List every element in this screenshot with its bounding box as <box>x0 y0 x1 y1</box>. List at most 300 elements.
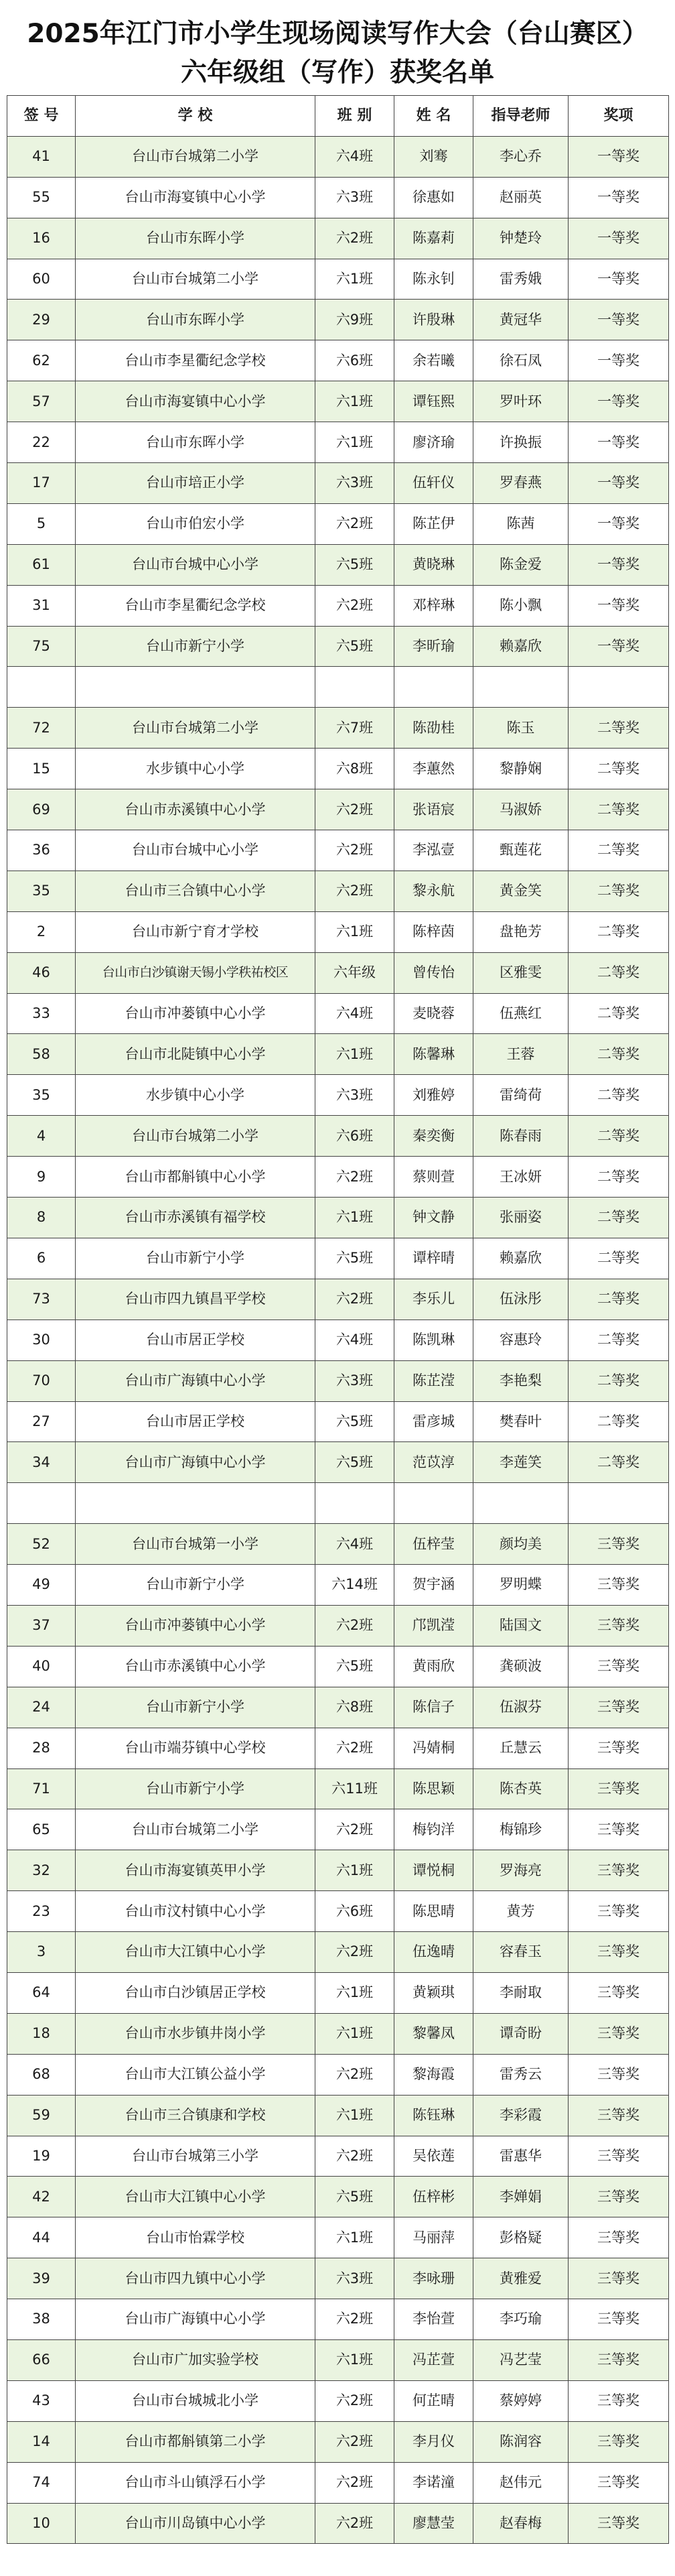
table-row <box>7 2258 669 2299</box>
cell-school: 台山市居正学校 <box>76 1319 315 1360</box>
cell-student-name: 钟文静 <box>394 1198 473 1238</box>
cell-award: 三等奖 <box>569 1932 669 1973</box>
cell-award: 三等奖 <box>569 1972 669 2013</box>
cell-teacher: 蔡婷婷 <box>473 2380 569 2421</box>
empty-cell <box>394 667 473 708</box>
cell-student-name: 范苡淳 <box>394 1442 473 1483</box>
cell-school: 台山市台城第二小学 <box>76 708 315 749</box>
cell-award: 一等奖 <box>569 422 669 463</box>
cell-class: 六4班 <box>315 1319 394 1360</box>
cell-number: 28 <box>7 1728 76 1768</box>
cell-student-name: 伍梓彬 <box>394 2177 473 2217</box>
column-header-teacher: 指导老师 <box>473 96 569 137</box>
cell-teacher: 陈杏英 <box>473 1768 569 1809</box>
cell-teacher: 赖嘉欣 <box>473 626 569 667</box>
cell-student-name: 秦奕衡 <box>394 1116 473 1157</box>
cell-teacher: 雷秀云 <box>473 2054 569 2095</box>
cell-school: 台山市台城第一小学 <box>76 1524 315 1565</box>
table-row <box>7 503 669 544</box>
cell-class: 六2班 <box>315 830 394 871</box>
cell-school: 台山市都斛镇中心小学 <box>76 1157 315 1198</box>
cell-number: 41 <box>7 136 76 177</box>
cell-student-name: 陈劭桂 <box>394 708 473 749</box>
cell-number: 69 <box>7 789 76 830</box>
cell-student-name: 贺宇涵 <box>394 1565 473 1606</box>
empty-cell <box>473 1483 569 1524</box>
cell-student-name: 雷彦城 <box>394 1401 473 1442</box>
cell-student-name: 廖慧莹 <box>394 2503 473 2544</box>
cell-number: 52 <box>7 1524 76 1565</box>
table-row <box>7 1157 669 1198</box>
cell-number: 60 <box>7 259 76 300</box>
cell-school: 台山市李星衢纪念学校 <box>76 340 315 381</box>
awards-table <box>7 95 669 2544</box>
cell-school: 台山市赤溪镇中心小学 <box>76 1646 315 1687</box>
cell-number: 30 <box>7 1319 76 1360</box>
cell-number: 36 <box>7 830 76 871</box>
cell-school: 台山市海宴镇英甲小学 <box>76 1850 315 1891</box>
cell-teacher: 赖嘉欣 <box>473 1238 569 1279</box>
cell-class: 六1班 <box>315 2217 394 2258</box>
cell-student-name: 蔡则萱 <box>394 1157 473 1198</box>
empty-cell <box>315 667 394 708</box>
cell-school: 台山市大江镇中心小学 <box>76 2177 315 2217</box>
cell-school: 台山市广海镇中心小学 <box>76 2299 315 2340</box>
cell-student-name: 黄晓琳 <box>394 544 473 585</box>
cell-student-name: 李咏珊 <box>394 2258 473 2299</box>
cell-award: 一等奖 <box>569 503 669 544</box>
cell-school: 台山市冲蒌镇中心小学 <box>76 993 315 1034</box>
empty-cell <box>569 667 669 708</box>
table-row <box>7 911 669 952</box>
cell-award: 三等奖 <box>569 2013 669 2054</box>
table-row <box>7 585 669 626</box>
cell-student-name: 徐惠如 <box>394 177 473 218</box>
cell-teacher: 龚硕波 <box>473 1646 569 1687</box>
cell-teacher: 王冰妍 <box>473 1157 569 1198</box>
cell-teacher: 李心乔 <box>473 136 569 177</box>
cell-class: 六2班 <box>315 2380 394 2421</box>
cell-award: 三等奖 <box>569 2177 669 2217</box>
cell-student-name: 廖济瑜 <box>394 422 473 463</box>
cell-class: 六2班 <box>315 1157 394 1198</box>
cell-number: 58 <box>7 1034 76 1075</box>
cell-number: 62 <box>7 340 76 381</box>
cell-class: 六2班 <box>315 1605 394 1646</box>
cell-award: 三等奖 <box>569 1524 669 1565</box>
cell-teacher: 马淑娇 <box>473 789 569 830</box>
cell-award: 一等奖 <box>569 177 669 218</box>
cell-class: 六3班 <box>315 2258 394 2299</box>
cell-number: 57 <box>7 381 76 422</box>
cell-student-name: 麦晓蓉 <box>394 993 473 1034</box>
table-row <box>7 1646 669 1687</box>
cell-award: 三等奖 <box>569 1605 669 1646</box>
cell-school: 台山市台城中心小学 <box>76 830 315 871</box>
table-row <box>7 2503 669 2544</box>
cell-school: 台山市端芬镇中心学校 <box>76 1728 315 1768</box>
cell-award: 一等奖 <box>569 300 669 340</box>
cell-teacher: 雷惠华 <box>473 2136 569 2177</box>
cell-school: 台山市海宴镇中心小学 <box>76 177 315 218</box>
cell-award: 二等奖 <box>569 1319 669 1360</box>
cell-class: 六4班 <box>315 1524 394 1565</box>
cell-number: 14 <box>7 2421 76 2462</box>
cell-teacher: 梅锦珍 <box>473 1809 569 1850</box>
cell-teacher: 赵丽英 <box>473 177 569 218</box>
cell-number: 19 <box>7 2136 76 2177</box>
cell-award: 三等奖 <box>569 2136 669 2177</box>
cell-number: 27 <box>7 1401 76 1442</box>
cell-award: 三等奖 <box>569 2258 669 2299</box>
cell-student-name: 陈芷伊 <box>394 503 473 544</box>
cell-class: 六14班 <box>315 1565 394 1606</box>
cell-number: 49 <box>7 1565 76 1606</box>
cell-student-name: 陈芷滢 <box>394 1360 473 1401</box>
cell-student-name: 伍轩仪 <box>394 463 473 504</box>
cell-teacher: 王蓉 <box>473 1034 569 1075</box>
cell-award: 三等奖 <box>569 1809 669 1850</box>
cell-class: 六3班 <box>315 463 394 504</box>
cell-award: 三等奖 <box>569 1687 669 1728</box>
cell-class: 六5班 <box>315 2177 394 2217</box>
table-row <box>7 1075 669 1116</box>
cell-number: 4 <box>7 1116 76 1157</box>
cell-number: 71 <box>7 1768 76 1809</box>
cell-award: 二等奖 <box>569 708 669 749</box>
cell-teacher: 黄雅爱 <box>473 2258 569 2299</box>
cell-teacher: 徐石凤 <box>473 340 569 381</box>
cell-teacher: 陈茜 <box>473 503 569 544</box>
table-row <box>7 2421 669 2462</box>
cell-class: 六2班 <box>315 2054 394 2095</box>
cell-student-name: 刘骞 <box>394 136 473 177</box>
cell-school: 台山市白沙镇谢天锡小学秩祐校区 <box>76 952 315 993</box>
cell-class: 六8班 <box>315 1687 394 1728</box>
cell-teacher: 区雅雯 <box>473 952 569 993</box>
table-row <box>7 830 669 871</box>
cell-award: 三等奖 <box>569 1850 669 1891</box>
cell-award: 二等奖 <box>569 1034 669 1075</box>
cell-award: 二等奖 <box>569 1442 669 1483</box>
cell-number: 44 <box>7 2217 76 2258</box>
cell-class: 六5班 <box>315 544 394 585</box>
table-row <box>7 544 669 585</box>
cell-school: 台山市三合镇中心小学 <box>76 871 315 911</box>
cell-number: 9 <box>7 1157 76 1198</box>
table-row <box>7 2462 669 2503</box>
cell-student-name: 刘雅婷 <box>394 1075 473 1116</box>
cell-number: 31 <box>7 585 76 626</box>
cell-number: 22 <box>7 422 76 463</box>
cell-student-name: 李泓壹 <box>394 830 473 871</box>
cell-student-name: 陈思晴 <box>394 1891 473 1932</box>
cell-school: 台山市新宁小学 <box>76 1687 315 1728</box>
cell-teacher: 陈小飘 <box>473 585 569 626</box>
cell-award: 三等奖 <box>569 1728 669 1768</box>
cell-student-name: 陈馨琳 <box>394 1034 473 1075</box>
cell-student-name: 许殷琳 <box>394 300 473 340</box>
column-header-award: 奖项 <box>569 96 669 137</box>
table-row <box>7 1198 669 1238</box>
cell-class: 六1班 <box>315 2095 394 2136</box>
cell-teacher: 钟楚玲 <box>473 218 569 259</box>
cell-number: 35 <box>7 871 76 911</box>
cell-teacher: 容惠玲 <box>473 1319 569 1360</box>
cell-number: 38 <box>7 2299 76 2340</box>
cell-award: 三等奖 <box>569 2095 669 2136</box>
cell-school: 台山市大江镇公益小学 <box>76 2054 315 2095</box>
cell-number: 72 <box>7 708 76 749</box>
cell-teacher: 伍燕红 <box>473 993 569 1034</box>
table-row <box>7 340 669 381</box>
cell-student-name: 陈梓茵 <box>394 911 473 952</box>
cell-award: 一等奖 <box>569 340 669 381</box>
cell-class: 六1班 <box>315 381 394 422</box>
cell-award: 二等奖 <box>569 749 669 789</box>
cell-number: 70 <box>7 1360 76 1401</box>
cell-class: 六5班 <box>315 1238 394 1279</box>
cell-student-name: 邝凯滢 <box>394 1605 473 1646</box>
cell-student-name: 谭钰熙 <box>394 381 473 422</box>
cell-class: 六3班 <box>315 177 394 218</box>
cell-student-name: 马丽萍 <box>394 2217 473 2258</box>
table-row <box>7 789 669 830</box>
cell-student-name: 张语宸 <box>394 789 473 830</box>
cell-teacher: 陈春雨 <box>473 1116 569 1157</box>
cell-award: 三等奖 <box>569 2462 669 2503</box>
cell-class: 六2班 <box>315 503 394 544</box>
cell-number: 37 <box>7 1605 76 1646</box>
cell-award: 三等奖 <box>569 2503 669 2544</box>
cell-student-name: 冯婧桐 <box>394 1728 473 1768</box>
cell-school: 台山市都斛镇第二小学 <box>76 2421 315 2462</box>
cell-teacher: 黄冠华 <box>473 300 569 340</box>
table-row <box>7 1401 669 1442</box>
section-separator-row <box>7 667 669 708</box>
cell-class: 六2班 <box>315 2136 394 2177</box>
cell-student-name: 陈永钊 <box>394 259 473 300</box>
cell-teacher: 谭奇盼 <box>473 2013 569 2054</box>
cell-class: 六1班 <box>315 1972 394 2013</box>
cell-student-name: 李月仪 <box>394 2421 473 2462</box>
cell-number: 29 <box>7 300 76 340</box>
cell-award: 三等奖 <box>569 2339 669 2380</box>
cell-award: 一等奖 <box>569 585 669 626</box>
cell-award: 三等奖 <box>569 2054 669 2095</box>
table-row <box>7 463 669 504</box>
cell-school: 台山市四九镇昌平学校 <box>76 1279 315 1319</box>
cell-number: 66 <box>7 2339 76 2380</box>
cell-class: 六2班 <box>315 2421 394 2462</box>
cell-award: 二等奖 <box>569 1238 669 1279</box>
cell-student-name: 谭悦桐 <box>394 1850 473 1891</box>
table-row <box>7 952 669 993</box>
cell-school: 台山市冲蒌镇中心小学 <box>76 1605 315 1646</box>
cell-student-name: 伍梓莹 <box>394 1524 473 1565</box>
cell-award: 二等奖 <box>569 1198 669 1238</box>
cell-number: 10 <box>7 2503 76 2544</box>
cell-school: 台山市四九镇中心小学 <box>76 2258 315 2299</box>
cell-teacher: 冯艺莹 <box>473 2339 569 2380</box>
cell-class: 六3班 <box>315 1360 394 1401</box>
cell-teacher: 容春玉 <box>473 1932 569 1973</box>
cell-number: 46 <box>7 952 76 993</box>
cell-class: 六5班 <box>315 626 394 667</box>
cell-school: 台山市培正小学 <box>76 463 315 504</box>
cell-number: 32 <box>7 1850 76 1891</box>
cell-number: 17 <box>7 463 76 504</box>
cell-number: 3 <box>7 1932 76 1973</box>
cell-award: 二等奖 <box>569 1401 669 1442</box>
cell-class: 六5班 <box>315 1401 394 1442</box>
table-row <box>7 1360 669 1401</box>
cell-school: 台山市东晖小学 <box>76 300 315 340</box>
column-header-number: 签 号 <box>7 96 76 137</box>
table-row <box>7 2177 669 2217</box>
table-row <box>7 381 669 422</box>
cell-award: 一等奖 <box>569 259 669 300</box>
table-row <box>7 1850 669 1891</box>
cell-school: 台山市怡霖学校 <box>76 2217 315 2258</box>
cell-class: 六6班 <box>315 1116 394 1157</box>
cell-award: 二等奖 <box>569 789 669 830</box>
cell-award: 二等奖 <box>569 993 669 1034</box>
table-row <box>7 2299 669 2340</box>
table-row <box>7 218 669 259</box>
cell-class: 六1班 <box>315 1034 394 1075</box>
table-row <box>7 1728 669 1768</box>
cell-class: 六2班 <box>315 1809 394 1850</box>
cell-class: 六1班 <box>315 422 394 463</box>
table-row <box>7 2380 669 2421</box>
cell-number: 15 <box>7 749 76 789</box>
cell-teacher: 罗海亮 <box>473 1850 569 1891</box>
table-row <box>7 1034 669 1075</box>
cell-school: 台山市台城中心小学 <box>76 544 315 585</box>
empty-cell <box>473 667 569 708</box>
cell-school: 台山市白沙镇居正学校 <box>76 1972 315 2013</box>
cell-class: 六8班 <box>315 749 394 789</box>
cell-teacher: 伍泳彤 <box>473 1279 569 1319</box>
cell-school: 台山市李星衢纪念学校 <box>76 585 315 626</box>
table-row <box>7 1687 669 1728</box>
cell-teacher: 盘艳芳 <box>473 911 569 952</box>
empty-cell <box>76 667 315 708</box>
cell-student-name: 余若曦 <box>394 340 473 381</box>
cell-teacher: 丘慧云 <box>473 1728 569 1768</box>
cell-number: 39 <box>7 2258 76 2299</box>
cell-school: 台山市东晖小学 <box>76 218 315 259</box>
table-row <box>7 626 669 667</box>
cell-class: 六2班 <box>315 2503 394 2544</box>
cell-number: 18 <box>7 2013 76 2054</box>
cell-school: 台山市台城第三小学 <box>76 2136 315 2177</box>
cell-teacher: 樊春叶 <box>473 1401 569 1442</box>
awards-table-body <box>7 96 669 2544</box>
cell-class: 六7班 <box>315 708 394 749</box>
cell-student-name: 陈嘉莉 <box>394 218 473 259</box>
cell-teacher: 雷绮荷 <box>473 1075 569 1116</box>
cell-school: 台山市斗山镇浮石小学 <box>76 2462 315 2503</box>
cell-number: 74 <box>7 2462 76 2503</box>
cell-teacher: 彭格疑 <box>473 2217 569 2258</box>
cell-number: 43 <box>7 2380 76 2421</box>
cell-teacher: 伍淑芬 <box>473 1687 569 1728</box>
cell-teacher: 黎静娴 <box>473 749 569 789</box>
cell-class: 六2班 <box>315 2462 394 2503</box>
cell-number: 68 <box>7 2054 76 2095</box>
cell-teacher: 颜均美 <box>473 1524 569 1565</box>
column-header-school: 学 校 <box>76 96 315 137</box>
cell-school: 台山市台城第二小学 <box>76 1809 315 1850</box>
cell-student-name: 黎馨凤 <box>394 2013 473 2054</box>
cell-class: 六2班 <box>315 789 394 830</box>
section-separator-row <box>7 1483 669 1524</box>
cell-school: 台山市新宁育才学校 <box>76 911 315 952</box>
cell-number: 16 <box>7 218 76 259</box>
cell-teacher: 陆国文 <box>473 1605 569 1646</box>
cell-school: 台山市赤溪镇中心小学 <box>76 789 315 830</box>
cell-school: 台山市东晖小学 <box>76 422 315 463</box>
cell-number: 64 <box>7 1972 76 2013</box>
cell-school: 台山市三合镇康和学校 <box>76 2095 315 2136</box>
cell-number: 75 <box>7 626 76 667</box>
cell-class: 六1班 <box>315 911 394 952</box>
cell-award: 二等奖 <box>569 830 669 871</box>
cell-teacher: 甄莲花 <box>473 830 569 871</box>
cell-teacher: 李巧瑜 <box>473 2299 569 2340</box>
cell-award: 三等奖 <box>569 1565 669 1606</box>
cell-student-name: 黎海霞 <box>394 2054 473 2095</box>
cell-number: 24 <box>7 1687 76 1728</box>
table-row <box>7 1279 669 1319</box>
table-row <box>7 1238 669 1279</box>
cell-number: 35 <box>7 1075 76 1116</box>
cell-number: 55 <box>7 177 76 218</box>
cell-award: 三等奖 <box>569 1891 669 1932</box>
cell-student-name: 何芷晴 <box>394 2380 473 2421</box>
cell-student-name: 陈钰琳 <box>394 2095 473 2136</box>
cell-teacher: 李艳梨 <box>473 1360 569 1401</box>
cell-award: 一等奖 <box>569 463 669 504</box>
cell-number: 73 <box>7 1279 76 1319</box>
cell-award: 三等奖 <box>569 2380 669 2421</box>
cell-teacher: 黄芳 <box>473 1891 569 1932</box>
cell-student-name: 李诺潼 <box>394 2462 473 2503</box>
table-row <box>7 1565 669 1606</box>
table-row <box>7 1524 669 1565</box>
empty-cell <box>394 1483 473 1524</box>
cell-school: 台山市北陡镇中心小学 <box>76 1034 315 1075</box>
cell-school: 台山市大江镇中心小学 <box>76 1932 315 1973</box>
cell-class: 六3班 <box>315 1075 394 1116</box>
cell-class: 六5班 <box>315 1442 394 1483</box>
cell-school: 台山市川岛镇中心小学 <box>76 2503 315 2544</box>
cell-award: 三等奖 <box>569 2299 669 2340</box>
table-row <box>7 136 669 177</box>
cell-number: 8 <box>7 1198 76 1238</box>
cell-number: 34 <box>7 1442 76 1483</box>
cell-award: 三等奖 <box>569 1646 669 1687</box>
cell-award: 二等奖 <box>569 911 669 952</box>
cell-number: 59 <box>7 2095 76 2136</box>
cell-class: 六1班 <box>315 259 394 300</box>
table-row <box>7 1319 669 1360</box>
table-row <box>7 259 669 300</box>
cell-class: 六1班 <box>315 2013 394 2054</box>
cell-number: 61 <box>7 544 76 585</box>
